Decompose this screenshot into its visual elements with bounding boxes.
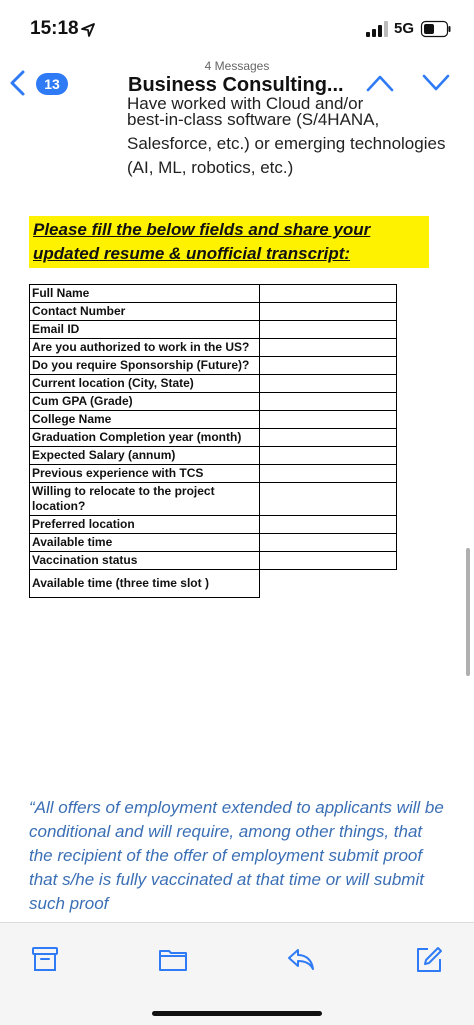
cellular-signal-icon: [366, 21, 388, 37]
status-bar: [0, 0, 474, 56]
chevron-up-icon[interactable]: [366, 74, 394, 92]
network-type: 5G: [394, 20, 415, 37]
field-label: Available time: [30, 534, 260, 552]
field-value: [260, 411, 397, 429]
email-body: [0, 94, 474, 922]
field-value: [260, 393, 397, 411]
table-row: [30, 447, 397, 465]
field-label: Do you require Sponsorship (Future)?: [30, 357, 260, 375]
table-row: [30, 552, 397, 570]
field-label: Vaccination status: [30, 552, 260, 570]
field-value: [260, 339, 397, 357]
field-label: Contact Number: [30, 303, 260, 321]
field-value: [260, 429, 397, 447]
field-label: Previous experience with TCS: [30, 465, 260, 483]
message-count: 4 Messages: [204, 59, 270, 73]
field-label: Current location (City, State): [30, 375, 260, 393]
field-value: [260, 552, 397, 570]
archive-icon[interactable]: [30, 945, 60, 973]
field-value: [260, 483, 397, 516]
field-label: Cum GPA (Grade): [30, 393, 260, 411]
chevron-down-icon[interactable]: [422, 74, 450, 92]
table-row: [30, 357, 397, 375]
field-label: Email ID: [30, 321, 260, 339]
location-arrow-icon: [80, 22, 96, 38]
table-row: [30, 534, 397, 552]
mail-toolbar: [0, 922, 474, 1025]
table-row: [30, 411, 397, 429]
field-value: [260, 357, 397, 375]
field-value: [260, 534, 397, 552]
home-indicator[interactable]: [152, 1011, 322, 1016]
table-row: [30, 483, 397, 516]
compose-icon[interactable]: [414, 945, 444, 973]
back-count-badge[interactable]: 13: [36, 73, 68, 95]
field-label: Willing to relocate to the project location?: [30, 483, 260, 516]
field-label: Full Name: [30, 285, 260, 303]
field-value: [260, 285, 397, 303]
bullet-text: best-in-class software (S/4HANA, Salesforce, etc.) or emerging technologies (AI, ML, robotics, etc.): [127, 110, 446, 177]
scrollbar[interactable]: [466, 548, 470, 676]
table-row: [30, 321, 397, 339]
table-row: [30, 465, 397, 483]
battery-icon: [421, 21, 451, 37]
table-row: [30, 339, 397, 357]
vaccination-policy-quote: “All offers of employment extended to applicants will be conditional and will require, among other things, that the recipient of the offer of employment submit proof that s/he is fully vaccinated at that time or will submit such proof: [29, 798, 444, 913]
field-label: College Name: [30, 411, 260, 429]
highlighted-instruction: Please fill the below fields and share your updated resume & unofficial transcript:: [29, 216, 429, 268]
chevron-left-icon[interactable]: [8, 70, 28, 96]
bullet-text-partial: Have worked with Cloud and/or: [127, 94, 364, 113]
field-value: [260, 375, 397, 393]
field-value: [260, 516, 397, 534]
table-row: [30, 375, 397, 393]
field-label: Available time (three time slot ): [30, 570, 260, 598]
field-label: Expected Salary (annum): [30, 447, 260, 465]
folder-icon[interactable]: [158, 945, 188, 973]
table-row: [30, 570, 397, 598]
field-value-empty: [260, 570, 397, 598]
table-row: [30, 516, 397, 534]
table-row: [30, 393, 397, 411]
table-row: [30, 429, 397, 447]
field-label: Are you authorized to work in the US?: [30, 339, 260, 357]
table-row: [30, 303, 397, 321]
candidate-info-table: [29, 284, 397, 598]
field-label: Graduation Completion year (month): [30, 429, 260, 447]
field-label: Preferred location: [30, 516, 260, 534]
field-value: [260, 303, 397, 321]
field-value: [260, 465, 397, 483]
field-value: [260, 321, 397, 339]
table-row: [30, 285, 397, 303]
reply-icon[interactable]: [286, 945, 316, 973]
field-value: [260, 447, 397, 465]
thread-title: Business Consulting...: [128, 74, 344, 96]
status-time: 15:18: [30, 18, 79, 39]
